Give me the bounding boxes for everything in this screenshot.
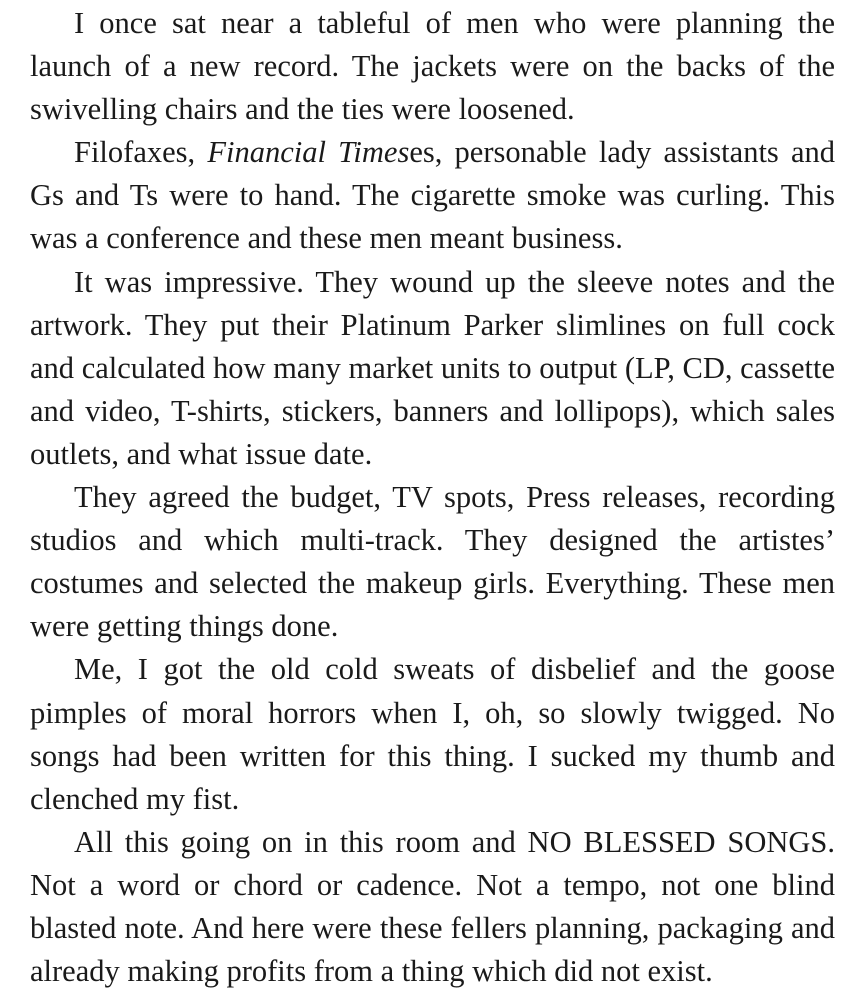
paragraph-budget: They agreed the budget, TV spots, Press releases, recording studios and which multi-track. They designed the artistes’ costumes and selected the makeup girls. Everything. These men were getting things done. — [30, 480, 835, 644]
paragraph-record-launch: I once sat near a tableful of men who were planning the launch of a new record. The jackets were on the backs of the swivelling chairs and the ties were loosened. — [30, 6, 835, 127]
paragraph-filofaxes-rest: es, personable lady assistants and Gs and Ts were to hand. The cigarette smoke was curling. This was a conference and these men meant business. — [30, 135, 836, 256]
paragraph-filofaxes — [30, 131, 835, 260]
paragraph-impressive: It was impressive. They wound up the sleeve notes and the artwork. They put their Platinum Parker slimlines on full cock and calculated how many market units to output (LP, CD, cassette and video, T-shirts, stickers, banners and lollipops), which sales outlets, and what issue date. — [30, 264, 835, 471]
paragraph-cold-sweats: Me, I got the old cold sweats of disbelief and the goose pimples of moral horrors when I, oh, so slowly twigged. No songs had been written for this thing. I sucked my thumb and clenched my fist. — [30, 652, 835, 816]
paragraph-no-songs: All this going on in this room and NO BLESSED SONGS. Not a word or chord or cadence. Not a tempo, not one blind blasted note. And here were these fellers planning, packaging and already making profits from a thing which did not exist. — [30, 824, 835, 989]
book-page — [0, 2, 861, 1002]
paragraph-filofaxes-start: Filofaxes, — [74, 135, 208, 170]
financial-times-italic: Financial Times — [207, 135, 410, 170]
